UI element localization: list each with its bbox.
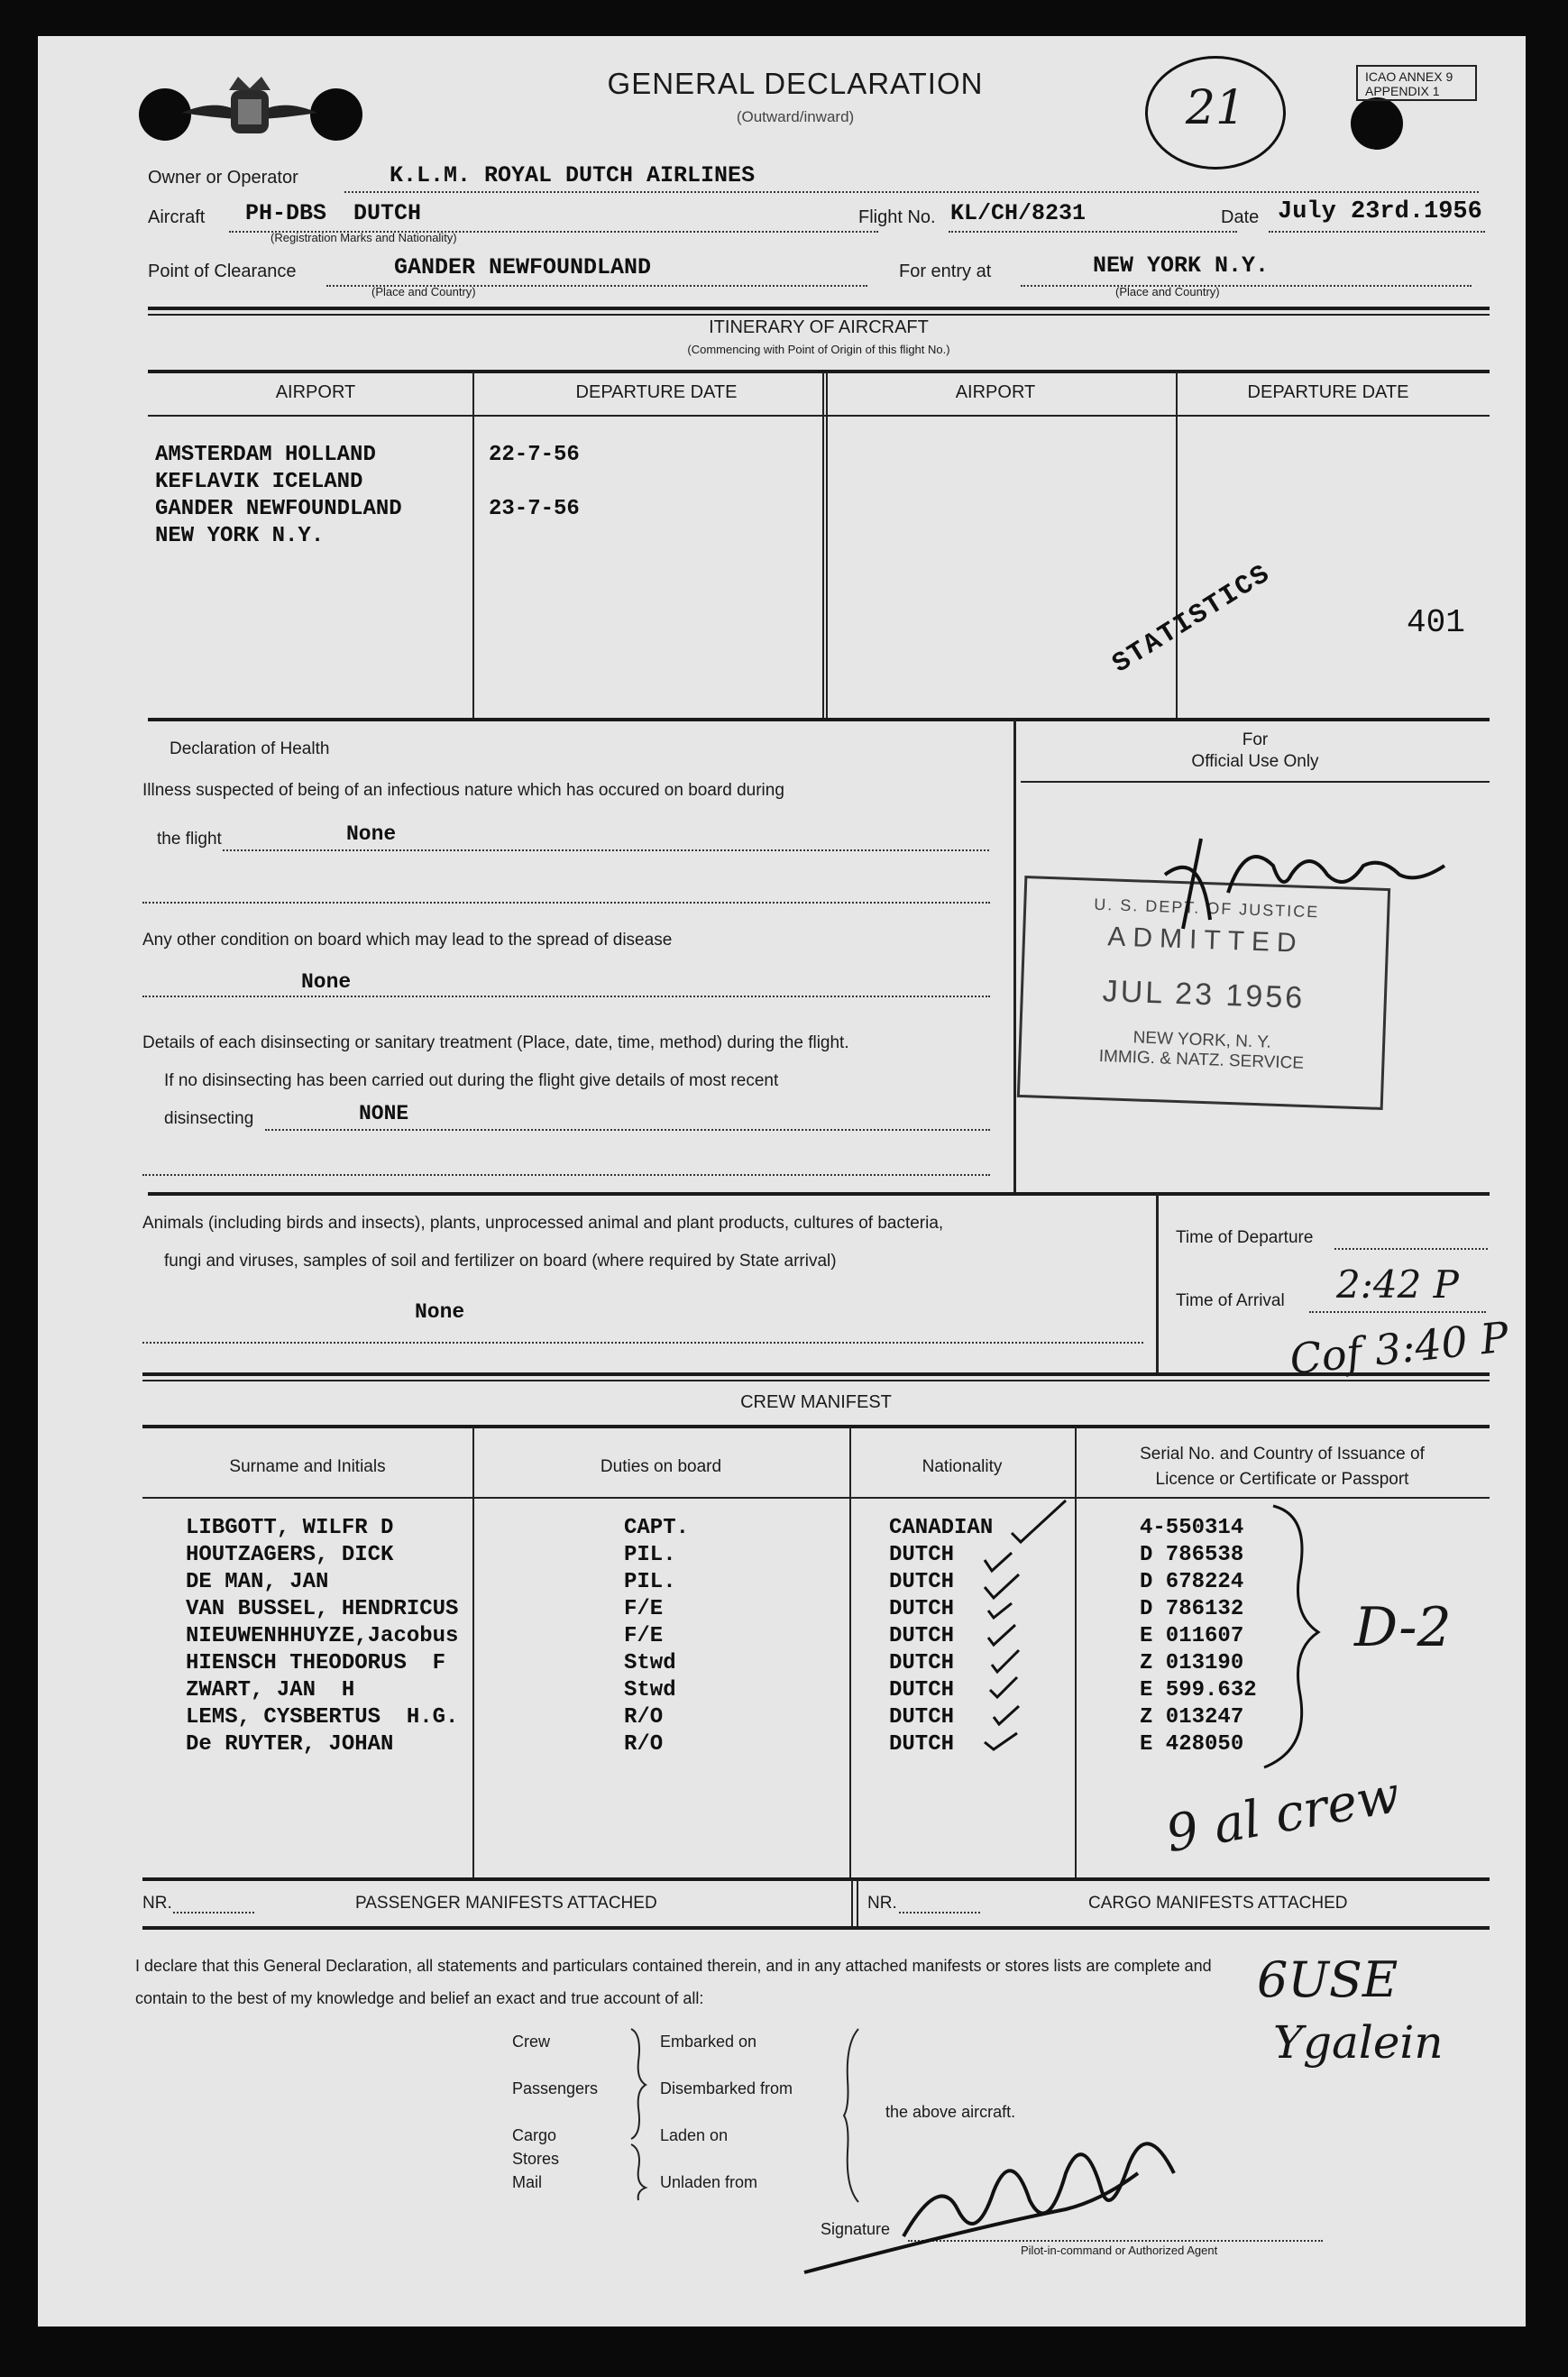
stamp-line: ADMITTED bbox=[1106, 922, 1305, 959]
above-aircraft: the above aircraft. bbox=[885, 2103, 1016, 2121]
itinerary-airport: NEW YORK N.Y. bbox=[155, 524, 325, 548]
crew-serial: Z 013247 bbox=[1140, 1705, 1244, 1730]
itinerary-airport: GANDER NEWFOUNDLAND bbox=[155, 497, 402, 521]
entry-value: NEW YORK N.Y. bbox=[1093, 252, 1270, 279]
animals-text: Animals (including birds and insects), plants, unprocessed animal and plant products, cultures of bacteria, bbox=[142, 1214, 944, 1233]
klm-crown-logo bbox=[173, 63, 326, 162]
crew-nationality: DUTCH bbox=[889, 1678, 955, 1702]
pilot-signature bbox=[795, 2065, 1264, 2281]
itinerary-date: 22-7-56 bbox=[489, 443, 580, 467]
official-title: Official Use Only bbox=[1191, 752, 1319, 771]
arrival-time-label: Time of Arrival bbox=[1176, 1291, 1285, 1310]
itinerary-airport: KEFLAVIK ICELAND bbox=[155, 470, 363, 494]
column-rule bbox=[822, 372, 824, 718]
crew-nationality: CANADIAN bbox=[889, 1516, 994, 1540]
crew-nationality: DUTCH bbox=[889, 1597, 955, 1621]
crew-serial: D 786538 bbox=[1140, 1543, 1244, 1567]
aircraft-label: Aircraft bbox=[148, 207, 206, 227]
nr-line bbox=[899, 1912, 980, 1914]
declaration-text: I declare that this General Declaration, all statements and particulars contained therein, and in any attached manifests or stores lists are complete and bbox=[135, 1957, 1212, 1975]
brace bbox=[624, 2025, 660, 2206]
col-nationality: Nationality bbox=[922, 1457, 1003, 1476]
clearance-caption: (Place and Country) bbox=[371, 285, 476, 298]
col-name: Surname and Initials bbox=[229, 1457, 386, 1476]
divider bbox=[148, 314, 1490, 316]
crew-name: VAN BUSSEL, HENDRICUS bbox=[186, 1597, 459, 1621]
flight-label: the flight bbox=[157, 830, 222, 849]
annex-line: APPENDIX 1 bbox=[1365, 84, 1440, 98]
bracket-note: D-2 bbox=[1354, 1596, 1452, 1659]
aircraft-caption: (Registration Marks and Nationality) bbox=[271, 231, 457, 244]
divider bbox=[148, 718, 1490, 721]
crew-duty: CAPT. bbox=[624, 1516, 690, 1540]
crew-serial: E 011607 bbox=[1140, 1624, 1244, 1648]
crew-duty: R/O bbox=[624, 1732, 664, 1757]
signature-caption: Pilot-in-command or Authorized Agent bbox=[1021, 2244, 1218, 2257]
declaration-text-2: contain to the best of my knowledge and belief an exact and true account of all: bbox=[135, 1989, 704, 2007]
col-airport: AIRPORT bbox=[275, 382, 356, 402]
declaration-item: Disembarked from bbox=[660, 2079, 793, 2097]
declaration-item: Passengers bbox=[512, 2079, 599, 2097]
crew-serial: E 599.632 bbox=[1140, 1678, 1257, 1702]
declaration-item: Unladen from bbox=[660, 2173, 758, 2191]
crew-serial: 4-550314 bbox=[1140, 1516, 1244, 1540]
column-rule bbox=[472, 372, 474, 718]
declaration-item: Embarked on bbox=[660, 2033, 757, 2051]
check-marks bbox=[967, 1497, 1075, 1758]
entry-caption: (Place and Country) bbox=[1115, 285, 1220, 298]
crew-duty: Stwd bbox=[624, 1678, 676, 1702]
declaration-item: Stores bbox=[512, 2150, 560, 2168]
divider bbox=[142, 1425, 1490, 1428]
nr-line bbox=[173, 1912, 254, 1914]
divider bbox=[1021, 781, 1490, 783]
column-rule bbox=[1075, 1427, 1077, 1877]
illness-value: None bbox=[346, 822, 397, 846]
crew-nationality: DUTCH bbox=[889, 1570, 955, 1594]
column-rule bbox=[857, 1879, 858, 1926]
official-signature bbox=[1147, 812, 1472, 938]
cargo-nr: NR. bbox=[867, 1894, 897, 1913]
declaration-item: Mail bbox=[512, 2173, 543, 2191]
column-rule bbox=[472, 1427, 474, 1877]
passenger-manifest-label: PASSENGER MANIFESTS ATTACHED bbox=[355, 1894, 657, 1913]
crew-name: NIEUWENHHUYZE,Jacobus bbox=[186, 1624, 459, 1648]
circled-number: 21 bbox=[1145, 56, 1286, 170]
page-subtitle: (Outward/inward) bbox=[736, 108, 855, 125]
clearance-value: GANDER NEWFOUNDLAND bbox=[394, 254, 652, 280]
signature-label: Signature bbox=[821, 2220, 891, 2238]
disinsect-text-2: If no disinsecting has been carried out during the flight give details of most recent bbox=[164, 1071, 779, 1090]
itinerary-subtitle: (Commencing with Point of Origin of this flight No.) bbox=[687, 343, 950, 356]
clearance-label: Point of Clearance bbox=[148, 262, 297, 281]
divider bbox=[142, 1877, 1490, 1881]
divider bbox=[142, 1926, 1490, 1930]
answer-line bbox=[142, 902, 990, 904]
entry-label: For entry at bbox=[899, 262, 992, 281]
col-departure-date: DEPARTURE DATE bbox=[1247, 382, 1409, 402]
crew-nationality: DUTCH bbox=[889, 1651, 955, 1675]
aircraft-value: PH-DBS DUTCH bbox=[245, 200, 422, 226]
flight-label: Flight No. bbox=[858, 207, 936, 227]
disinsect-text: Details of each disinsecting or sanitary treatment (Place, date, time, method) during the flight. bbox=[142, 1033, 849, 1052]
disinsect-line bbox=[265, 1129, 990, 1131]
owner-label: Owner or Operator bbox=[148, 168, 298, 188]
flight-number: KL/CH/8231 bbox=[950, 200, 1087, 226]
col-airport: AIRPORT bbox=[955, 382, 1036, 402]
departure-time-label: Time of Departure bbox=[1176, 1228, 1314, 1247]
column-rule bbox=[849, 1427, 851, 1877]
column-rule bbox=[826, 372, 828, 718]
declaration-item: Crew bbox=[512, 2033, 551, 2051]
arrival-time-line bbox=[1309, 1311, 1486, 1313]
declaration-item: Laden on bbox=[660, 2126, 729, 2144]
disinsect-label: disinsecting bbox=[164, 1109, 254, 1128]
divider bbox=[148, 307, 1490, 310]
handwritten-note: 6USE bbox=[1257, 1951, 1398, 2008]
column-rule bbox=[1176, 372, 1178, 718]
crew-duty: R/O bbox=[624, 1705, 664, 1730]
col-serial: Serial No. and Country of Issuance of bbox=[1140, 1445, 1425, 1464]
answer-line bbox=[142, 996, 990, 997]
date-value: July 23rd.1956 bbox=[1278, 198, 1482, 225]
crew-duty: F/E bbox=[624, 1597, 664, 1621]
crew-duty: Stwd bbox=[624, 1651, 676, 1675]
divider bbox=[148, 370, 1490, 373]
crew-nationality: DUTCH bbox=[889, 1543, 955, 1567]
crew-name: LEMS, CYSBERTUS H.G. bbox=[186, 1705, 459, 1730]
other-condition-text: Any other condition on board which may lead to the spread of disease bbox=[142, 931, 673, 950]
itinerary-date: 23-7-56 bbox=[489, 497, 580, 521]
document-page bbox=[38, 36, 1526, 2327]
reference-number: 401 bbox=[1407, 604, 1465, 641]
crew-nationality: DUTCH bbox=[889, 1705, 955, 1730]
crew-duty: F/E bbox=[624, 1624, 664, 1648]
health-title: Declaration of Health bbox=[170, 739, 330, 758]
crew-duty: PIL. bbox=[624, 1543, 676, 1567]
crew-nationality: DUTCH bbox=[889, 1624, 955, 1648]
stamp-line: U. S. DEPT. OF JUSTICE bbox=[1093, 895, 1320, 922]
crew-serial: D 678224 bbox=[1140, 1570, 1244, 1594]
animals-text-2: fungi and viruses, samples of soil and fertilizer on board (where required by State arrival) bbox=[164, 1252, 837, 1271]
col-serial: Licence or Certificate or Passport bbox=[1155, 1470, 1409, 1489]
handwritten-note: Ygalein bbox=[1273, 2016, 1444, 2069]
crew-name: De RUYTER, JOHAN bbox=[186, 1732, 394, 1757]
itinerary-airport: AMSTERDAM HOLLAND bbox=[155, 443, 376, 467]
crew-name: DE MAN, JAN bbox=[186, 1570, 329, 1594]
crew-nationality: DUTCH bbox=[889, 1732, 955, 1757]
owner-value: K.L.M. ROYAL DUTCH AIRLINES bbox=[390, 162, 756, 188]
itinerary-title: ITINERARY OF AIRCRAFT bbox=[709, 317, 929, 337]
illness-text: Illness suspected of being of an infectious nature which has occured on board during bbox=[142, 781, 784, 800]
column-rule bbox=[1156, 1194, 1159, 1372]
disinsect-value: NONE bbox=[359, 1102, 409, 1125]
arrival-note: Cof 3:40 P bbox=[1287, 1312, 1511, 1384]
stamp-line: JUL 23 1956 bbox=[1102, 974, 1306, 1015]
owner-line bbox=[344, 191, 1479, 193]
divider bbox=[142, 1380, 1490, 1381]
col-duties: Duties on board bbox=[600, 1457, 722, 1476]
column-rule bbox=[1013, 720, 1016, 1192]
declaration-item: Cargo bbox=[512, 2126, 557, 2144]
divider bbox=[142, 1372, 1490, 1376]
date-label: Date bbox=[1221, 207, 1260, 227]
crew-serial: E 428050 bbox=[1140, 1732, 1244, 1757]
answer-line bbox=[142, 1342, 1143, 1344]
crew-name: LIBGOTT, WILFR D bbox=[186, 1516, 394, 1540]
passenger-nr: NR. bbox=[142, 1894, 172, 1913]
annex-box bbox=[1356, 65, 1477, 101]
annex-line: ICAO ANNEX 9 bbox=[1365, 69, 1453, 84]
official-title: For bbox=[1242, 730, 1269, 749]
statistics-stamp: STATISTICS bbox=[1107, 558, 1277, 681]
stamp-line: NEW YORK, N. Y. bbox=[1132, 1028, 1272, 1052]
col-departure-date: DEPARTURE DATE bbox=[575, 382, 738, 402]
punch-hole bbox=[1351, 97, 1403, 150]
flight-line bbox=[949, 231, 1237, 233]
crew-name: ZWART, JAN H bbox=[186, 1678, 355, 1702]
column-rule bbox=[851, 1879, 853, 1926]
date-line bbox=[1269, 231, 1485, 233]
divider bbox=[148, 415, 1490, 417]
crew-name: HIENSCH THEODORUS F bbox=[186, 1651, 446, 1675]
crew-duty: PIL. bbox=[624, 1570, 676, 1594]
crew-serial: Z 013190 bbox=[1140, 1651, 1244, 1675]
illness-line bbox=[223, 849, 989, 851]
animals-value: None bbox=[415, 1300, 465, 1324]
entry-line bbox=[1021, 285, 1472, 287]
crew-count-note: 9 al crew bbox=[1161, 1765, 1405, 1865]
arrival-time-value: 2:42 P bbox=[1336, 1262, 1459, 1307]
other-condition-value: None bbox=[301, 970, 352, 994]
page-title: GENERAL DECLARATION bbox=[607, 67, 984, 100]
stamp-line: IMMIG. & NATZ. SERVICE bbox=[1098, 1046, 1305, 1073]
cargo-manifest-label: CARGO MANIFESTS ATTACHED bbox=[1088, 1894, 1348, 1913]
divider bbox=[148, 1192, 1490, 1196]
departure-time-line bbox=[1334, 1248, 1488, 1250]
crew-name: HOUTZAGERS, DICK bbox=[186, 1543, 394, 1567]
answer-line bbox=[142, 1174, 990, 1176]
crew-serial: D 786132 bbox=[1140, 1597, 1244, 1621]
crew-title: CREW MANIFEST bbox=[740, 1392, 892, 1412]
